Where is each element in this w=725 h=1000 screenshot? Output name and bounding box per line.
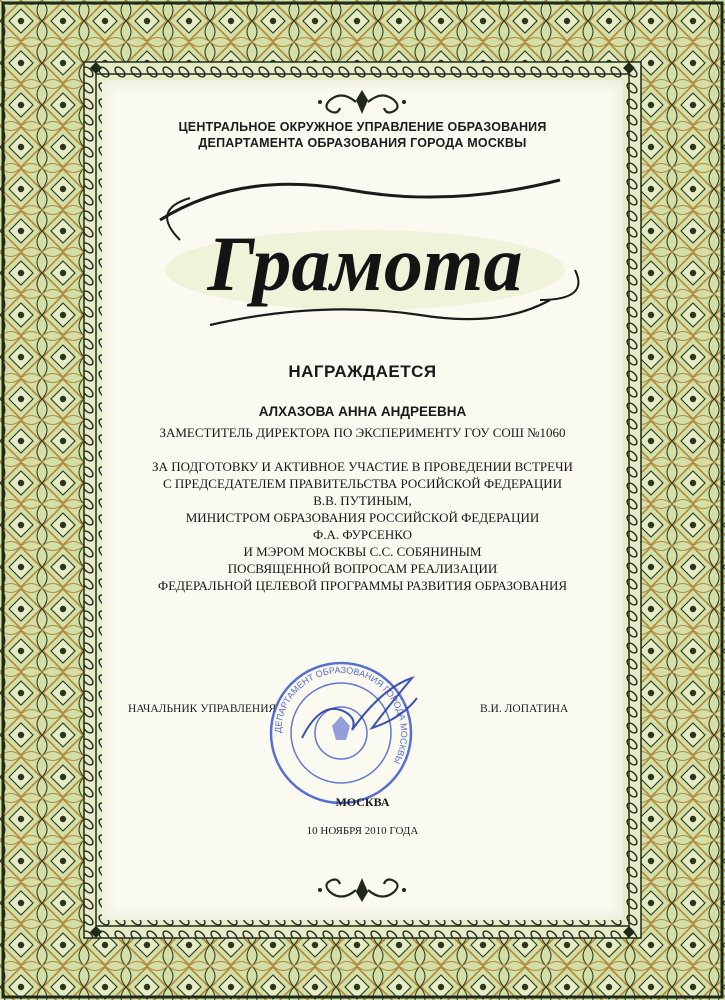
reason-line: ЗА ПОДГОТОВКУ И АКТИВНОЕ УЧАСТИЕ В ПРОВЕДЕНИИ ВСТРЕЧИ (152, 459, 573, 474)
signatory-role: НАЧАЛЬНИК УПРАВЛЕНИЯ (128, 703, 277, 715)
issue-date: 10 НОЯБРЯ 2010 ГОДА (306, 825, 419, 837)
organization-line-2: ДЕПАРТАМЕНТА ОБРАЗОВАНИЯ ГОРОДА МОСКВЫ (198, 136, 527, 150)
reason-line: И МЭРОМ МОСКВЫ С.С. СОБЯНИНЫМ (243, 544, 482, 559)
reason-line: МИНИСТРОМ ОБРАЗОВАНИЯ РОССИЙСКОЙ ФЕДЕРАЦИИ (185, 510, 540, 525)
title-text: Грамота (207, 220, 523, 307)
top-flourish-icon (312, 86, 412, 120)
reason-line: ПОСВЯЩЕННОЙ ВОПРОСАМ РЕАЛИЗАЦИИ (227, 561, 498, 576)
title-graphic (120, 150, 605, 345)
official-stamp (262, 658, 420, 808)
reason-line: ФЕДЕРАЛЬНОЙ ЦЕЛЕВОЙ ПРОГРАММЫ РАЗВИТИЯ ОБРАЗОВАНИЯ (157, 578, 568, 593)
reason-line: Ф.А. ФУРСЕНКО (312, 527, 413, 542)
recipient-name: АЛХАЗОВА АННА АНДРЕЕВНА (258, 404, 467, 419)
city: МОСКВА (335, 795, 390, 809)
bottom-flourish-icon (312, 872, 412, 906)
reason-line: С ПРЕДСЕДАТЕЛЕМ ПРАВИТЕЛЬСТВА РОСИЙСКОЙ ФЕДЕРАЦИИ (162, 476, 563, 491)
organization-line-1: ЦЕНТРАЛЬНОЕ ОКРУЖНОЕ УПРАВЛЕНИЕ ОБРАЗОВАНИЯ (178, 120, 547, 134)
signatory-name: В.И. ЛОПАТИНА (480, 703, 569, 715)
stamp-text: ДЕПАРТАМЕНТ ОБРАЗОВАНИЯ ГОРОДА МОСКВЫ (272, 664, 410, 766)
reason-line: В.В. ПУТИНЫМ, (313, 493, 412, 508)
awarded-heading: НАГРАЖДАЕТСЯ (288, 362, 437, 381)
recipient-position: ЗАМЕСТИТЕЛЬ ДИРЕКТОРА ПО ЭКСПЕРИМЕНТУ ГОУ СОШ №1060 (159, 425, 566, 440)
